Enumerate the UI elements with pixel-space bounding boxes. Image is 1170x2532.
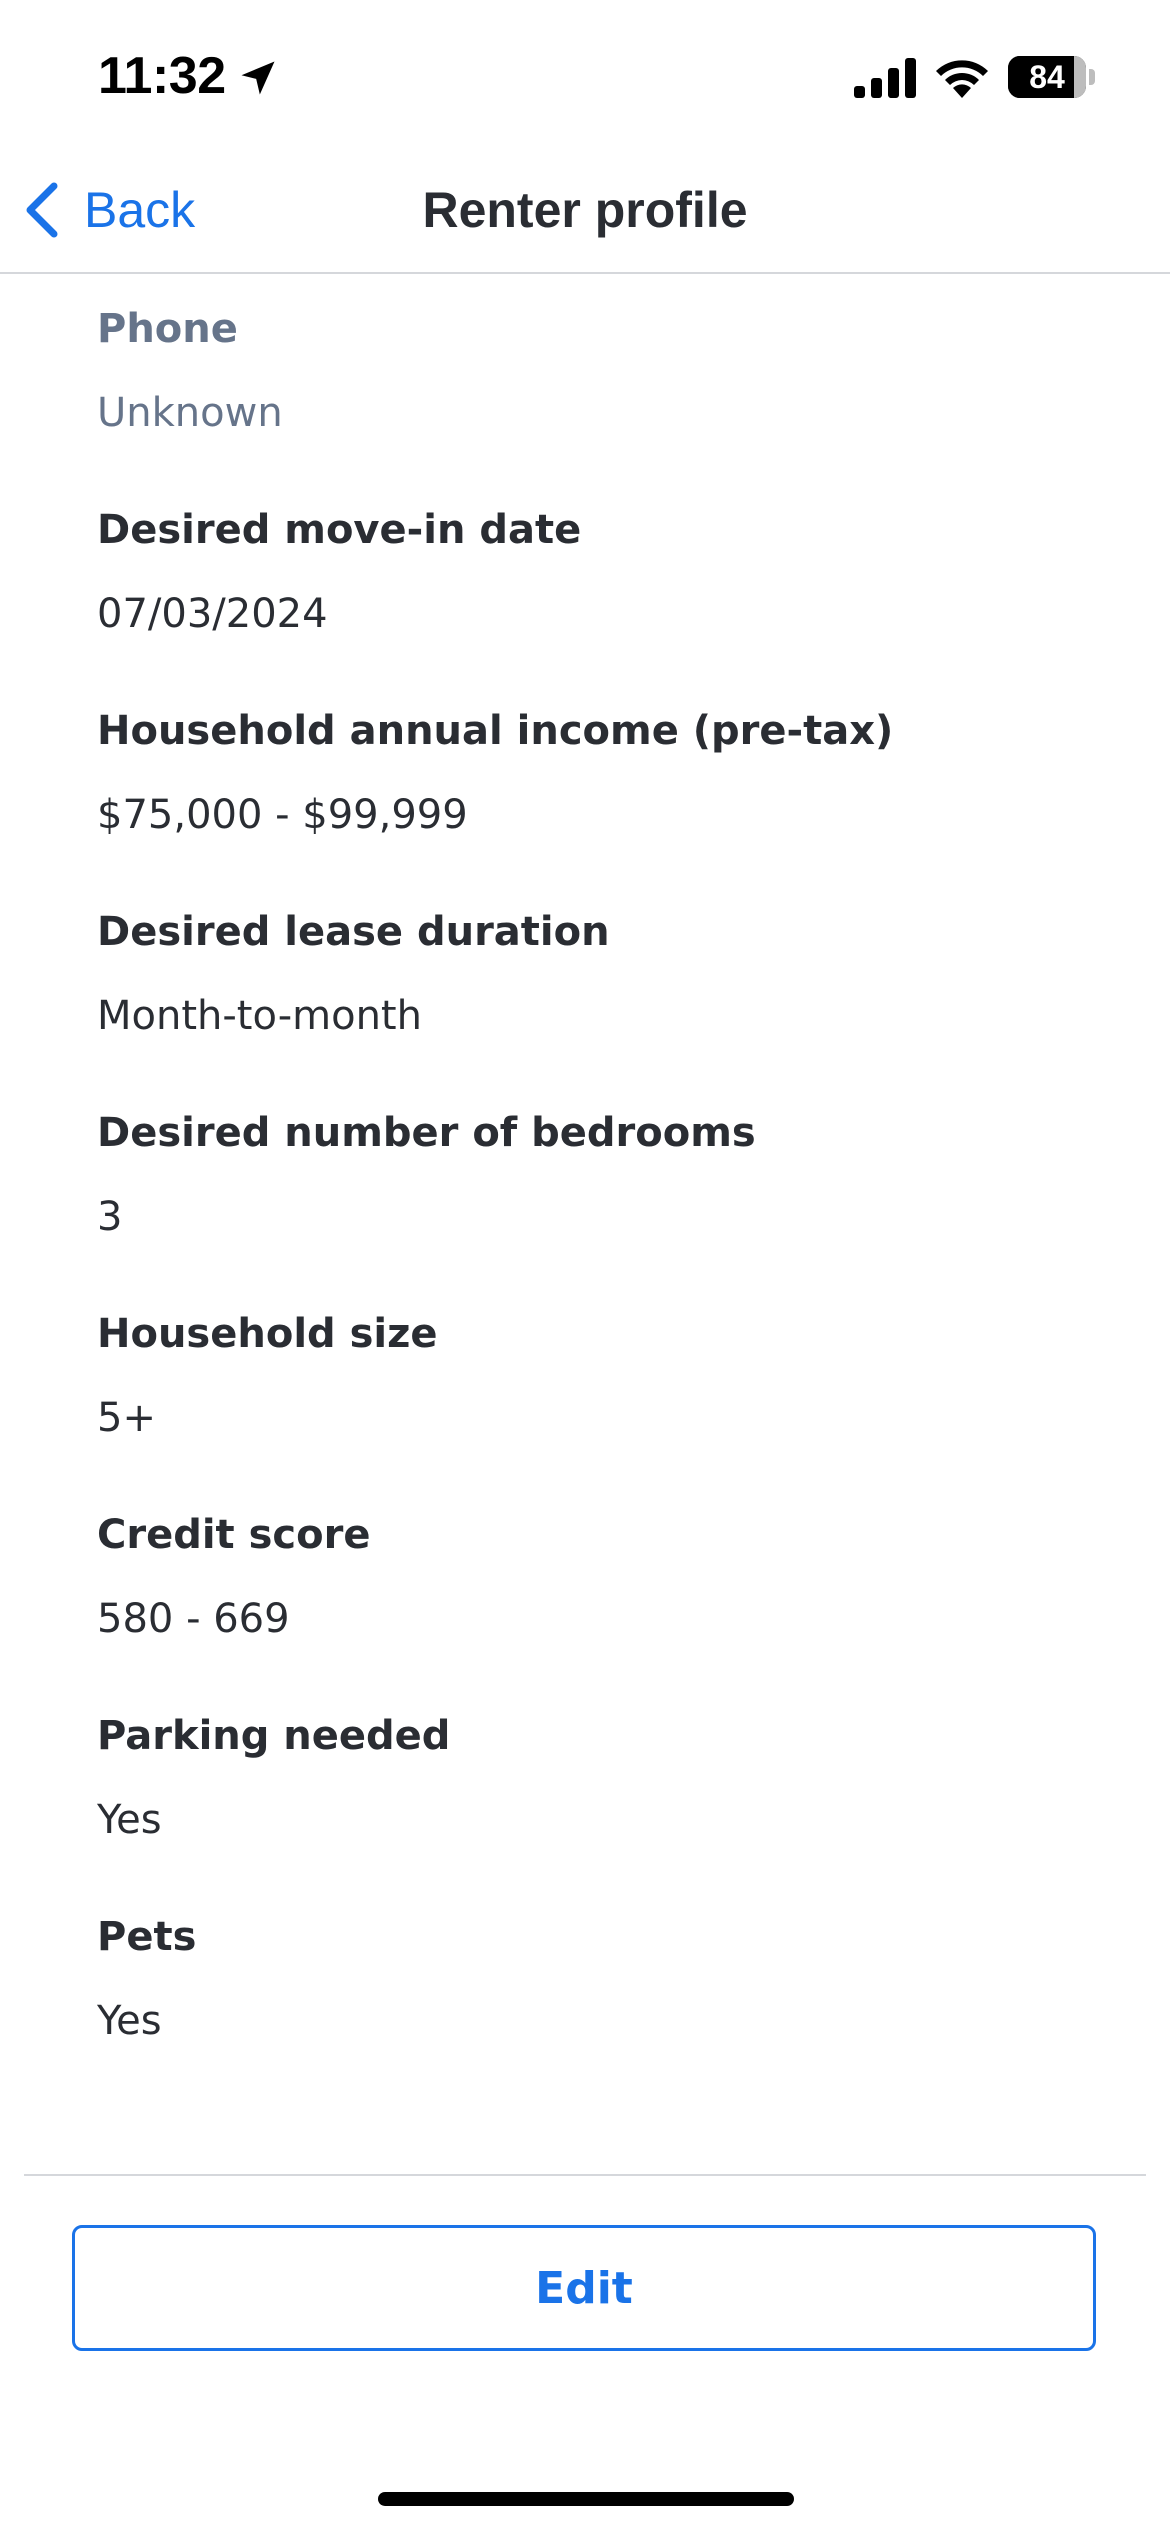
home-indicator <box>378 2492 794 2506</box>
status-bar <box>0 0 1170 150</box>
field-value: 3 <box>97 1194 123 1240</box>
profile-field <box>97 475 1097 676</box>
field-label: Phone <box>97 306 238 352</box>
field-value: 07/03/2024 <box>97 591 328 637</box>
field-value: Yes <box>97 1797 162 1843</box>
field-label: Desired number of bedrooms <box>97 1110 756 1156</box>
field-value: 580 - 669 <box>97 1596 290 1642</box>
location-arrow-icon <box>236 56 280 100</box>
field-value: Yes <box>97 1998 162 2044</box>
battery-icon <box>1008 56 1096 98</box>
field-label: Parking needed <box>97 1713 451 1759</box>
field-label: Desired move-in date <box>97 507 582 553</box>
status-time: 11:32 <box>98 47 226 105</box>
profile-field <box>97 676 1097 877</box>
wifi-icon <box>934 54 990 98</box>
back-label: Back <box>84 182 196 238</box>
field-label: Household size <box>97 1311 438 1357</box>
field-value: 5+ <box>97 1395 156 1441</box>
cellular-signal-icon <box>854 58 916 98</box>
profile-field <box>97 1480 1097 1681</box>
profile-field <box>97 1078 1097 1279</box>
field-label: Pets <box>97 1914 197 1960</box>
field-label: Credit score <box>97 1512 371 1558</box>
footer-divider <box>24 2174 1146 2176</box>
edit-button-label: Edit <box>535 2262 633 2314</box>
field-value: Unknown <box>97 390 283 436</box>
nav-bar <box>0 150 1170 274</box>
field-value: Month-to-month <box>97 993 422 1039</box>
edit-button[interactable] <box>72 2225 1096 2351</box>
profile-field <box>97 1681 1097 1882</box>
profile-field <box>97 1279 1097 1480</box>
battery-cap <box>1089 69 1095 85</box>
field-label: Desired lease duration <box>97 909 610 955</box>
field-value: $75,000 - $99,999 <box>97 792 468 838</box>
page-title: Renter profile <box>422 182 748 238</box>
field-label: Household annual income (pre-tax) <box>97 708 894 754</box>
battery-percent: 84 <box>1029 59 1065 95</box>
battery-body <box>1008 56 1086 98</box>
profile-field <box>97 1882 1097 2083</box>
profile-field-list <box>97 274 1097 2083</box>
profile-field <box>97 877 1097 1078</box>
profile-field <box>97 274 1097 475</box>
